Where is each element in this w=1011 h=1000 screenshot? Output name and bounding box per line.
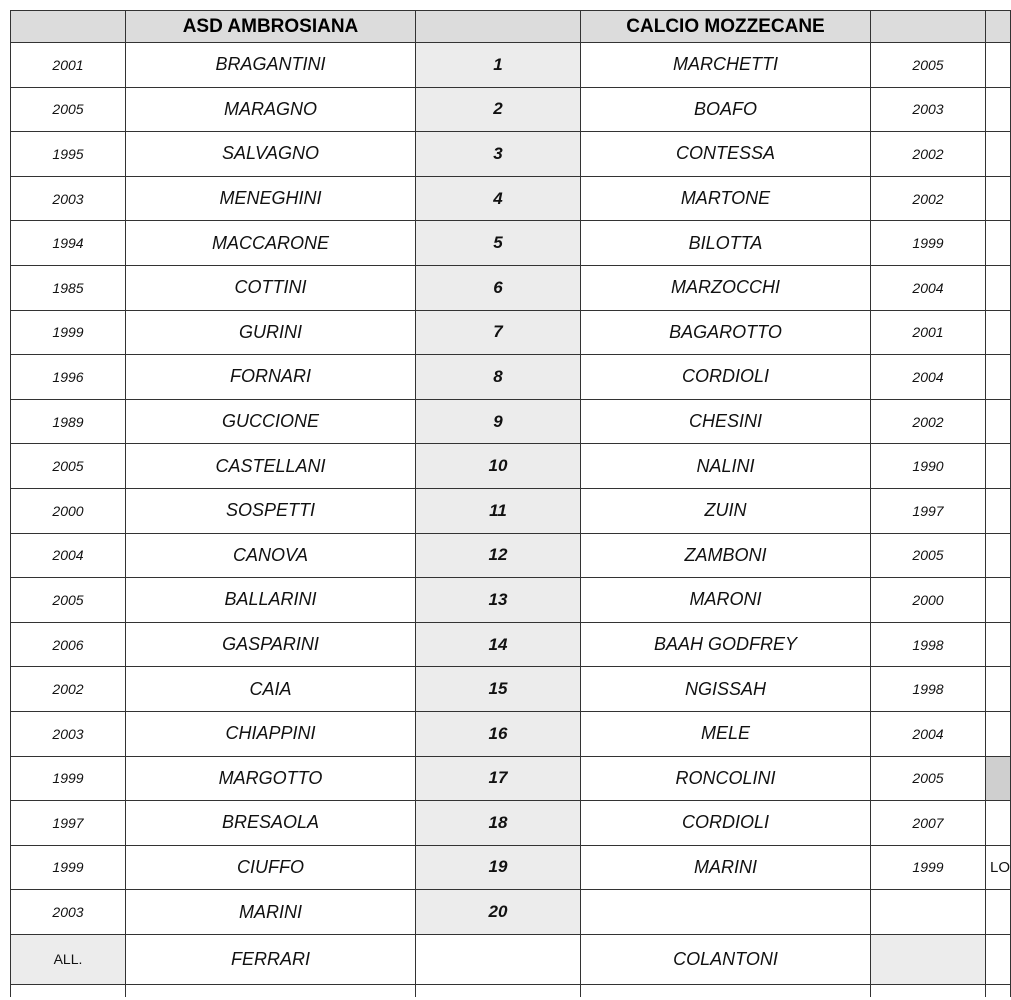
lineup-table [10,10,1011,997]
home-player-name: CASTELLANI [126,444,416,489]
player-row [11,533,1011,578]
away-player-year: 2005 [871,43,986,88]
shirt-number: 20 [416,890,581,935]
home-player-year: 2006 [11,622,126,667]
home-player-year: 1996 [11,355,126,400]
home-player-year: 1997 [11,801,126,846]
header-extra-cell [986,11,1011,43]
player-row [11,444,1011,489]
shirt-number: 13 [416,578,581,623]
home-player-year: 2004 [11,533,126,578]
away-player-year: 2005 [871,533,986,578]
home-player-name: FORNARI [126,355,416,400]
home-player-name: MARAGNO [126,87,416,132]
away-player-year: 1998 [871,667,986,712]
home-player-name: GUCCIONE [126,399,416,444]
header-year-cell [871,11,986,43]
away-player-name: RONCOLINI [581,756,871,801]
extra-cell [986,265,1011,310]
extra-cell [986,399,1011,444]
away-player-name: CONTESSA [581,132,871,177]
shirt-number: 16 [416,711,581,756]
home-player-name: CAIA [126,667,416,712]
away-player-name: NGISSAH [581,667,871,712]
extra-cell: LO [986,845,1011,890]
player-row [11,265,1011,310]
home-player-name: BRESAOLA [126,801,416,846]
home-player-year: 1999 [11,845,126,890]
home-player-name: BRAGANTINI [126,43,416,88]
away-player-year: 1999 [871,221,986,266]
away-player-name: CORDIOLI [581,801,871,846]
player-row [11,488,1011,533]
staff-number-cell [416,934,581,984]
away-team-title: CALCIO MOZZECANE [581,11,871,43]
away-player-name: BOAFO [581,87,871,132]
home-player-name: MENEGHINI [126,176,416,221]
away-player-year: 1999 [871,845,986,890]
home-player-year: 2005 [11,578,126,623]
player-row [11,355,1011,400]
extra-cell [986,801,1011,846]
home-player-year: 2003 [11,176,126,221]
extra-cell [986,43,1011,88]
shirt-number: 11 [416,488,581,533]
extra-cell [986,132,1011,177]
home-player-year: 1999 [11,756,126,801]
home-player-year: 2005 [11,87,126,132]
shirt-number: 8 [416,355,581,400]
player-row [11,890,1011,935]
home-player-year: 1999 [11,310,126,355]
home-player-year: 1985 [11,265,126,310]
away-coach: COLANTONI [581,934,871,984]
extra-cell [986,444,1011,489]
away-player-name: MARINI [581,845,871,890]
shirt-number: 15 [416,667,581,712]
shirt-number: 10 [416,444,581,489]
home-player-name: GURINI [126,310,416,355]
home-player-year: 1994 [11,221,126,266]
extra-cell [986,756,1011,801]
player-row [11,132,1011,177]
player-row [11,756,1011,801]
tail-row [11,984,1011,997]
home-player-name: GASPARINI [126,622,416,667]
header-number-cell [416,11,581,43]
away-player-name: NALINI [581,444,871,489]
header-year-cell [11,11,126,43]
staff-year-cell [871,934,986,984]
home-player-name: SALVAGNO [126,132,416,177]
away-player-name: ZAMBONI [581,533,871,578]
away-player-year: 2002 [871,132,986,177]
away-player-year: 1990 [871,444,986,489]
away-player-year: 1997 [871,488,986,533]
extra-cell [986,533,1011,578]
shirt-number: 14 [416,622,581,667]
home-player-year: 1995 [11,132,126,177]
away-player-name: MARZOCCHI [581,265,871,310]
away-player-name: MARCHETTI [581,43,871,88]
tail-cell [11,984,126,997]
shirt-number: 9 [416,399,581,444]
away-player-year: 1998 [871,622,986,667]
away-player-year: 2002 [871,399,986,444]
tail-cell [581,984,871,997]
shirt-number: 5 [416,221,581,266]
player-row [11,622,1011,667]
home-player-name: MARINI [126,890,416,935]
staff-row [11,934,1011,984]
extra-cell [986,176,1011,221]
shirt-number: 7 [416,310,581,355]
away-player-year: 2004 [871,355,986,400]
extra-cell [986,310,1011,355]
player-row [11,667,1011,712]
away-player-year: 2004 [871,711,986,756]
extra-cell [986,667,1011,712]
shirt-number: 18 [416,801,581,846]
shirt-number: 2 [416,87,581,132]
extra-cell [986,221,1011,266]
home-player-name: MARGOTTO [126,756,416,801]
shirt-number: 19 [416,845,581,890]
player-row [11,43,1011,88]
header-row [11,11,1011,43]
away-player-year: 2002 [871,176,986,221]
away-player-year [871,890,986,935]
away-player-year: 2004 [871,265,986,310]
tail-cell [416,984,581,997]
away-player-name: CORDIOLI [581,355,871,400]
away-player-name: MELE [581,711,871,756]
tail-cell [126,984,416,997]
player-row [11,845,1011,890]
home-player-name: BALLARINI [126,578,416,623]
home-player-name: CHIAPPINI [126,711,416,756]
player-row [11,87,1011,132]
shirt-number: 4 [416,176,581,221]
away-player-year: 2005 [871,756,986,801]
away-player-name: CHESINI [581,399,871,444]
away-player-year: 2000 [871,578,986,623]
extra-cell [986,890,1011,935]
away-player-name [581,890,871,935]
player-row [11,310,1011,355]
shirt-number: 3 [416,132,581,177]
staff-label: ALL. [11,934,126,984]
extra-cell [986,87,1011,132]
player-row [11,578,1011,623]
player-row [11,399,1011,444]
home-player-year: 2000 [11,488,126,533]
home-coach: FERRARI [126,934,416,984]
extra-cell [986,578,1011,623]
home-player-year: 2001 [11,43,126,88]
tail-cell [986,984,1011,997]
home-player-year: 2005 [11,444,126,489]
staff-extra-cell [986,934,1011,984]
away-player-year: 2003 [871,87,986,132]
home-player-year: 2002 [11,667,126,712]
extra-cell [986,622,1011,667]
shirt-number: 1 [416,43,581,88]
home-player-name: COTTINI [126,265,416,310]
home-player-name: CIUFFO [126,845,416,890]
tail-cell [871,984,986,997]
extra-cell [986,355,1011,400]
away-player-year: 2001 [871,310,986,355]
player-row [11,221,1011,266]
away-player-year: 2007 [871,801,986,846]
home-player-name: MACCARONE [126,221,416,266]
away-player-name: BILOTTA [581,221,871,266]
home-player-name: SOSPETTI [126,488,416,533]
away-player-name: MARTONE [581,176,871,221]
away-player-name: BAAH GODFREY [581,622,871,667]
home-player-year: 1989 [11,399,126,444]
player-row [11,711,1011,756]
away-player-name: MARONI [581,578,871,623]
player-row [11,801,1011,846]
shirt-number: 12 [416,533,581,578]
player-row [11,176,1011,221]
home-player-year: 2003 [11,711,126,756]
shirt-number: 6 [416,265,581,310]
away-player-name: BAGAROTTO [581,310,871,355]
extra-cell [986,488,1011,533]
home-team-title: ASD AMBROSIANA [126,11,416,43]
extra-cell [986,711,1011,756]
home-player-name: CANOVA [126,533,416,578]
shirt-number: 17 [416,756,581,801]
home-player-year: 2003 [11,890,126,935]
away-player-name: ZUIN [581,488,871,533]
